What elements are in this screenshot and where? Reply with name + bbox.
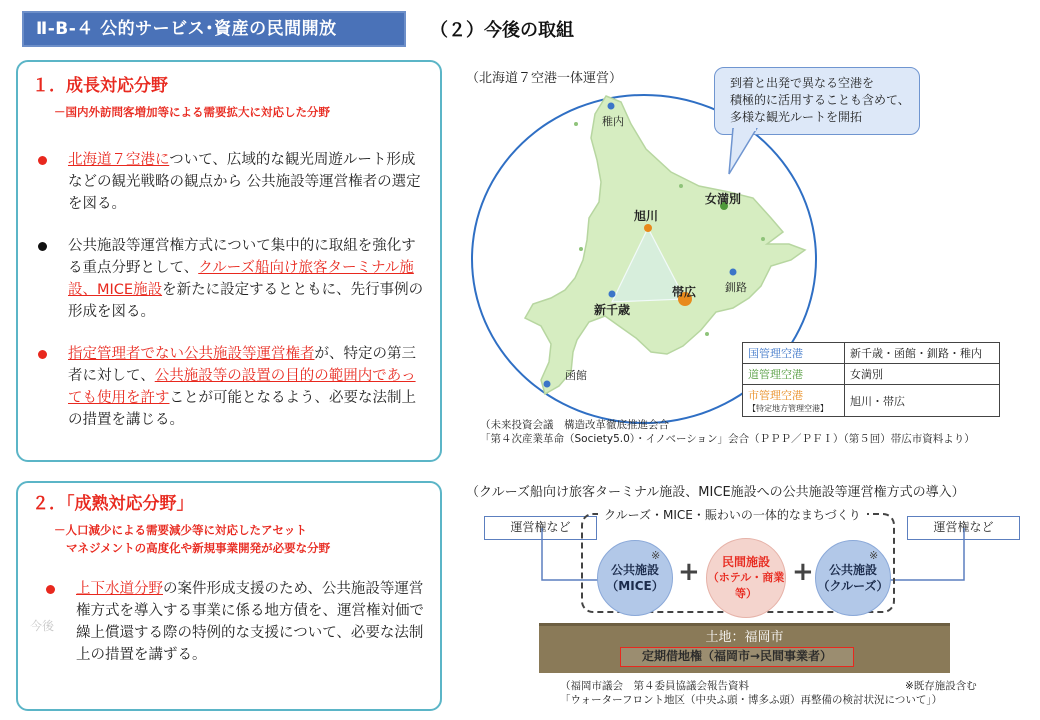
callout-line: 積極的に活用することも含めて、	[730, 93, 910, 107]
body-text: ことが可能となるよう、必要な法制上の措置を講じる。	[68, 390, 416, 428]
body-text: が、特定の第三者に対して、	[68, 346, 416, 384]
map-label: （北海道７空港一体運営）	[466, 71, 623, 86]
callout-line: 多様な観光ルートを開拓	[730, 110, 863, 124]
diagram-source-line1: （福岡市議会 第４委員協議会報告資料	[560, 680, 749, 692]
legend-row	[743, 343, 1000, 364]
bullet-dot-icon	[38, 156, 47, 165]
asterisk-mark: ※	[869, 549, 879, 562]
highlighted-text: クルーズ船向け旅客ターミナル施設、MICE施設	[68, 260, 414, 298]
bullet-text	[68, 235, 428, 323]
rights-box-right: 運営権など	[907, 516, 1020, 540]
minor-airport-dot	[705, 332, 709, 336]
mature-field-subtitle-line1: －人口減少による需要減少等に対応したアセット	[54, 523, 307, 537]
legend-airports: 新千歳・函館・釧路・稚内	[845, 343, 1000, 364]
mature-field-subtitle-line2: マネジメントの高度化や新規事業開発が必要な分野	[66, 541, 331, 555]
city-label-new-chitose: 新千歳	[594, 303, 631, 317]
asterisk-mark: ※	[651, 549, 661, 562]
city-label-kushiro: 釧路	[725, 281, 747, 294]
airport-new-chitose-dot	[609, 291, 616, 298]
existing-facility-note: ※既存施設含む	[905, 680, 977, 692]
body-text: ついて、広域的な観光周遊ルート形成などの観光戦略の観点から 公共施設等運営権者の選定を図る。	[68, 152, 421, 212]
plus-icon: +	[792, 557, 814, 587]
minor-airport-dot	[574, 122, 578, 126]
mature-field-heading: ２．「成熟対応分野」	[32, 494, 194, 514]
section-code-banner: Ⅱ-B-４ 公的サービス･資産の民間開放	[22, 11, 406, 47]
ghost-text: 今後	[30, 619, 55, 633]
bullet-dot-icon	[38, 242, 47, 251]
minor-airport-dot	[761, 237, 765, 241]
legend-row	[743, 385, 1000, 417]
bullet-dot-icon	[46, 585, 55, 594]
minor-airport-dot	[579, 247, 583, 251]
city-label-hakodate: 函館	[565, 369, 587, 382]
city-label-asahikawa: 旭川	[634, 209, 659, 223]
minor-airport-dot	[679, 184, 683, 188]
public-facility-mice-bubble: 公共施設 （MICE）	[597, 540, 673, 616]
growth-field-subtitle: －国内外訪問客増加等による需要拡大に対応した分野	[54, 105, 330, 119]
legend-category: 国管理空港	[743, 343, 845, 364]
highlighted-text: 指定管理者でない公共施設等運営権者	[68, 346, 315, 362]
map-source-line2: 「第４次産業革命（Society5.0）・イノベーション」会合（ＰＰＰ／ＰＦＩ）（第５回）帯広市資料より）	[480, 433, 975, 445]
city-label-obihiro: 帯広	[672, 285, 697, 299]
legend-row	[743, 364, 1000, 385]
plus-icon: +	[678, 557, 700, 587]
body-text: を新たに設定するとともに、先行事例の形成を図る。	[68, 282, 424, 320]
callout-tail	[727, 128, 767, 176]
body-text: の案件形成支援のため、公共施設等運営権方式を導入する事業に係る地方債を、運営権対価で繰上償還する際の特例的な支援について、必要な法制上の措置を講ずる。	[76, 581, 424, 663]
highlighted-text: 北海道７空港に	[68, 152, 170, 168]
legend-airports: 旭川・帯広	[845, 385, 1000, 417]
legend-category: 市管理空港 【特定地方管理空港】	[743, 385, 845, 417]
bullet-text	[76, 578, 424, 666]
highlighted-text: 公共施設等の設置の目的の範囲内であっても使用を許す	[68, 368, 416, 406]
body-text: 公共施設等運営権方式について集中的に取組を強化する重点分野として、	[68, 238, 416, 276]
airport-asahikawa-dot	[644, 224, 652, 232]
page-title: （２）今後の取組	[430, 20, 574, 41]
bullet-item	[46, 578, 424, 666]
public-facility-cruise-bubble: 公共施設 （クルーズ）	[815, 540, 891, 616]
callout-line: 到着と出発で異なる空港を	[730, 76, 875, 90]
airport-wakkanai-dot	[608, 103, 615, 110]
airport-kushiro-dot	[730, 269, 737, 276]
bullet-text	[68, 343, 428, 431]
diagram-label: （クルーズ船向け旅客ターミナル施設、MICE施設への公共施設等運営権方式の導入）	[466, 485, 965, 500]
legend-airports: 女満別	[845, 364, 1000, 385]
city-label-memanbetsu: 女満別	[705, 192, 742, 206]
highlighted-text: 上下水道分野	[76, 581, 163, 597]
bullet-item	[38, 235, 428, 323]
bullet-item	[38, 343, 428, 431]
bullet-item	[38, 149, 428, 215]
airport-hakodate-dot	[544, 381, 551, 388]
rights-box-left: 運営権など	[484, 516, 597, 540]
bullet-text	[68, 149, 428, 215]
integrated-development-title: クルーズ・MICE・賑わいの一体的なまちづくり	[598, 506, 867, 523]
land-label: 土地：福岡市	[705, 630, 784, 645]
legend-category: 道管理空港	[743, 364, 845, 385]
map-source-line1: （未来投資会議 構造改革徹底推進会合	[480, 419, 669, 431]
diagram-source-line2: 「ウォーターフロント地区（中央ふ頭・博多ふ頭）再整備の検討状況について」）	[560, 694, 943, 706]
city-label-wakkanai: 稚内	[602, 115, 624, 128]
fixed-term-lease-box: 定期借地権（福岡市→民間事業者）	[620, 647, 854, 667]
route-callout	[714, 67, 920, 135]
growth-field-heading: １．成長対応分野	[32, 76, 168, 96]
airport-legend-table	[742, 342, 1000, 417]
private-facility-bubble: 民間施設 （ホテル・商業等）	[706, 538, 786, 618]
bullet-dot-icon	[38, 350, 47, 359]
